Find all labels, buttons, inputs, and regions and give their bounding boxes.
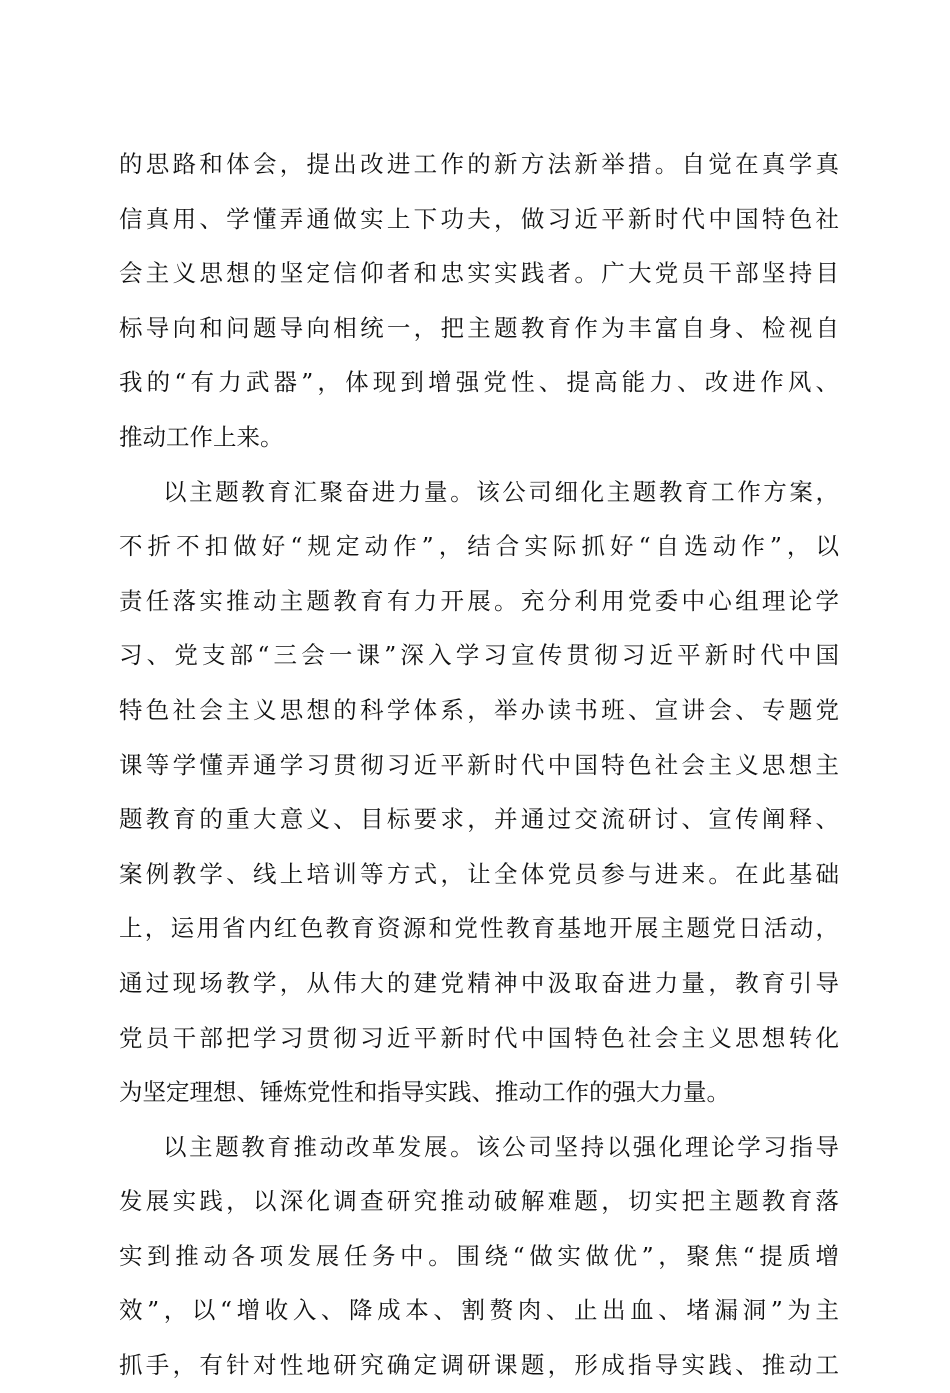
paragraph-first-line: 以主题教育推动改革发展。该公司坚持以强化理论学习指导 xyxy=(163,1132,839,1161)
text-line: 特色社会主义思想的科学体系，举办读书班、宣讲会、专题党 xyxy=(119,695,839,724)
text-line: 实到推动各项发展任务中。围绕“做实做优”，聚焦“提质增 xyxy=(119,1241,839,1270)
text-line: 责任落实推动主题教育有力开展。充分利用党委中心组理论学 xyxy=(119,586,839,615)
text-line: 题教育的重大意义、目标要求，并通过交流研讨、宣传阐释、 xyxy=(119,805,839,834)
text-line: 习、党支部“三会一课”深入学习宣传贯彻习近平新时代中国 xyxy=(119,641,839,670)
text-line: 不折不扣做好“规定动作”，结合实际抓好“自选动作”，以 xyxy=(119,532,839,561)
text-line: 通过现场教学，从伟大的建党精神中汲取奋进力量，教育引导 xyxy=(119,968,839,997)
paragraph-first-line: 以主题教育汇聚奋进力量。该公司细化主题教育工作方案， xyxy=(163,477,839,506)
body-text xyxy=(119,137,839,1393)
text-line: 信真用、学懂弄通做实上下功夫，做习近平新时代中国特色社 xyxy=(119,204,839,233)
text-line: 抓手，有针对性地研究确定调研课题，形成指导实践、推动工 xyxy=(119,1351,839,1380)
text-line: 为坚定理想、锤炼党性和指导实践、推动工作的强大力量。 xyxy=(119,1078,730,1107)
text-line: 案例教学、线上培训等方式，让全体党员参与进来。在此基础 xyxy=(119,859,839,888)
text-line: 会主义思想的坚定信仰者和忠实实践者。广大党员干部坚持目 xyxy=(119,259,839,288)
text-line: 的思路和体会，提出改进工作的新方法新举措。自觉在真学真 xyxy=(119,150,839,178)
text-line: 推动工作上来。 xyxy=(119,422,284,451)
text-line: 效”，以“增收入、降成本、割赘肉、止出血、堵漏洞”为主 xyxy=(119,1296,839,1325)
text-line: 我的“有力武器”，体现到增强党性、提高能力、改进作风、 xyxy=(119,368,839,397)
text-line: 上，运用省内红色教育资源和党性教育基地开展主题党日活动， xyxy=(119,914,839,943)
text-line: 课等学懂弄通学习贯彻习近平新时代中国特色社会主义思想主 xyxy=(119,750,839,779)
text-line: 标导向和问题导向相统一，把主题教育作为丰富自身、检视自 xyxy=(119,313,839,342)
text-line: 党员干部把学习贯彻习近平新时代中国特色社会主义思想转化 xyxy=(119,1023,839,1052)
text-line: 发展实践，以深化调查研究推动破解难题，切实把主题教育落 xyxy=(119,1187,839,1216)
